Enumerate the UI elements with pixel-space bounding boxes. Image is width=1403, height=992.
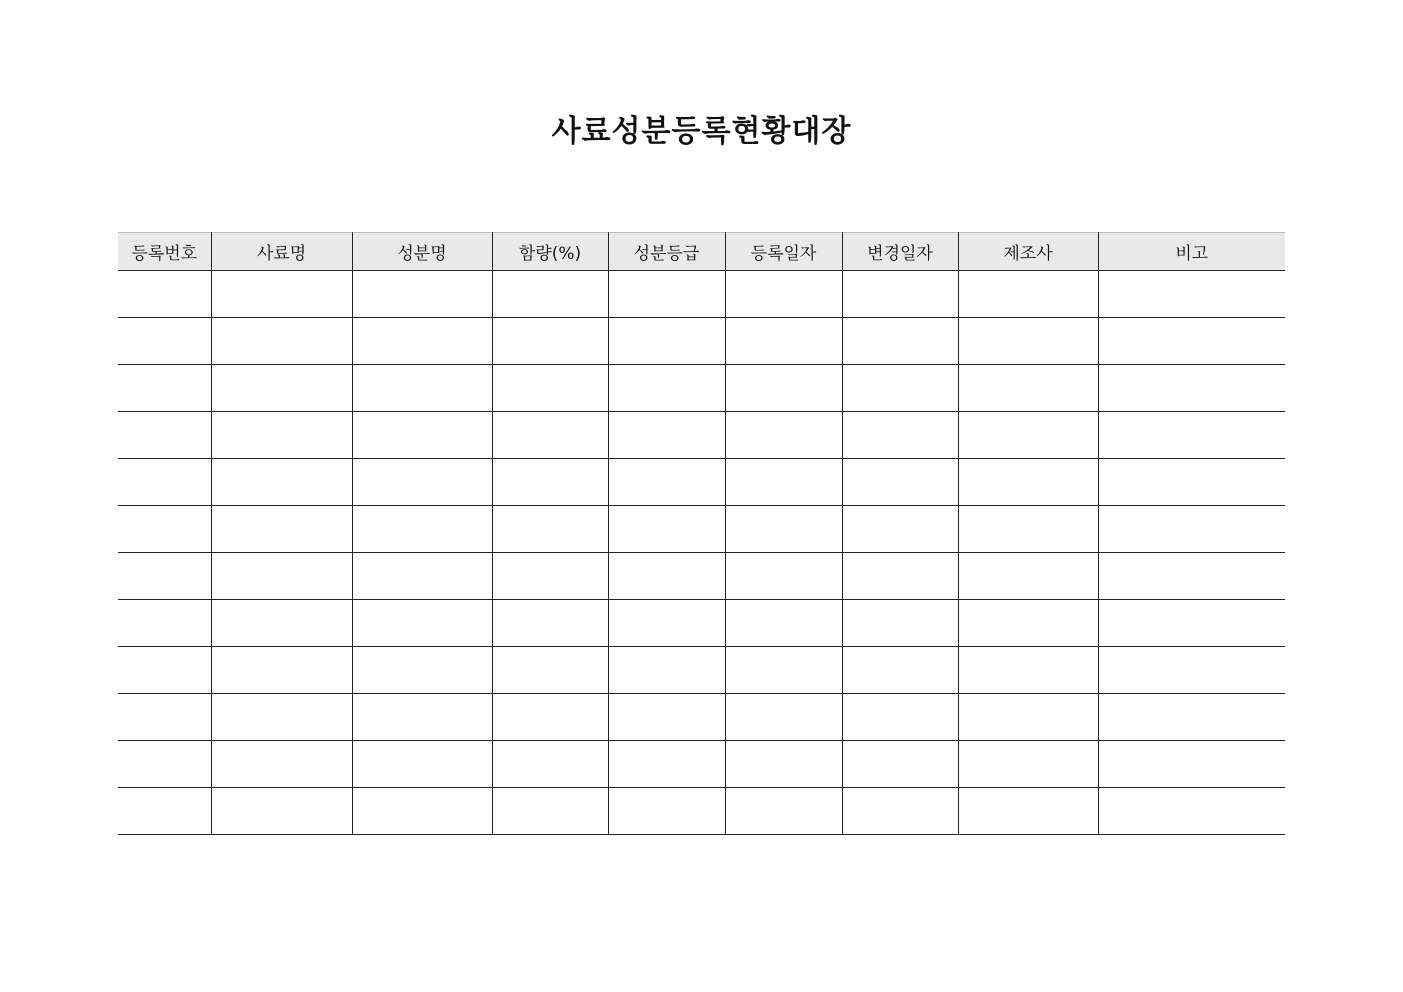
table-row xyxy=(118,741,1285,788)
table-row xyxy=(118,694,1285,741)
table-cell[interactable] xyxy=(211,412,352,459)
table-cell[interactable] xyxy=(211,600,352,647)
table-cell[interactable] xyxy=(842,694,958,741)
table-cell[interactable] xyxy=(1098,318,1285,365)
table-cell[interactable] xyxy=(492,741,608,788)
table-row xyxy=(118,412,1285,459)
table-cell[interactable] xyxy=(725,459,842,506)
table-cell[interactable] xyxy=(352,271,492,318)
table-cell[interactable] xyxy=(118,318,211,365)
table-cell[interactable] xyxy=(1098,788,1285,835)
column-header-registration-date: 등록일자 xyxy=(725,233,842,271)
table-cell[interactable] xyxy=(492,788,608,835)
table-cell[interactable] xyxy=(492,365,608,412)
table-cell[interactable] xyxy=(842,600,958,647)
table-cell[interactable] xyxy=(608,459,725,506)
column-header-change-date: 변경일자 xyxy=(842,233,958,271)
table-cell[interactable] xyxy=(725,506,842,553)
column-header-ingredient-grade: 성분등급 xyxy=(608,233,725,271)
table-cell[interactable] xyxy=(492,600,608,647)
table-cell[interactable] xyxy=(608,788,725,835)
document-title: 사료성분등록현황대장 xyxy=(551,114,852,149)
table-cell[interactable] xyxy=(958,553,1098,600)
table-row xyxy=(118,553,1285,600)
table-cell[interactable] xyxy=(118,694,211,741)
table-cell[interactable] xyxy=(842,459,958,506)
table-cell[interactable] xyxy=(958,412,1098,459)
table-cell[interactable] xyxy=(842,741,958,788)
table-cell[interactable] xyxy=(958,271,1098,318)
table-cell[interactable] xyxy=(1098,365,1285,412)
table-cell[interactable] xyxy=(118,412,211,459)
table-cell[interactable] xyxy=(725,318,842,365)
table-cell[interactable] xyxy=(958,741,1098,788)
column-header-manufacturer: 제조사 xyxy=(958,233,1098,271)
table-cell[interactable] xyxy=(725,694,842,741)
table-cell[interactable] xyxy=(352,459,492,506)
table-cell[interactable] xyxy=(1098,412,1285,459)
table-cell[interactable] xyxy=(608,600,725,647)
table-cell[interactable] xyxy=(492,506,608,553)
column-header-remarks: 비고 xyxy=(1098,233,1285,271)
column-header-ingredient-name: 성분명 xyxy=(352,233,492,271)
header-row xyxy=(118,233,1285,271)
table-cell[interactable] xyxy=(352,553,492,600)
table-cell[interactable] xyxy=(842,412,958,459)
table-row xyxy=(118,506,1285,553)
table-cell[interactable] xyxy=(958,694,1098,741)
table-cell[interactable] xyxy=(492,459,608,506)
table-cell[interactable] xyxy=(608,553,725,600)
table-cell[interactable] xyxy=(492,412,608,459)
table-cell[interactable] xyxy=(1098,506,1285,553)
table-cell[interactable] xyxy=(1098,553,1285,600)
table-cell[interactable] xyxy=(118,271,211,318)
table-cell[interactable] xyxy=(211,741,352,788)
table-cell[interactable] xyxy=(211,459,352,506)
table-cell[interactable] xyxy=(492,271,608,318)
table-cell[interactable] xyxy=(211,318,352,365)
table-cell[interactable] xyxy=(842,553,958,600)
table-row xyxy=(118,647,1285,694)
table-cell[interactable] xyxy=(842,318,958,365)
table-cell[interactable] xyxy=(118,600,211,647)
table-cell[interactable] xyxy=(211,365,352,412)
table-cell[interactable] xyxy=(958,600,1098,647)
table-cell[interactable] xyxy=(352,600,492,647)
table-row xyxy=(118,271,1285,318)
table-cell[interactable] xyxy=(842,788,958,835)
table-cell[interactable] xyxy=(118,647,211,694)
column-header-content-percent: 함량(%) xyxy=(492,233,608,271)
table-cell[interactable] xyxy=(1098,459,1285,506)
table-cell[interactable] xyxy=(842,506,958,553)
table-cell[interactable] xyxy=(725,647,842,694)
table-row xyxy=(118,788,1285,835)
table-cell[interactable] xyxy=(118,741,211,788)
table-cell[interactable] xyxy=(1098,694,1285,741)
table-cell[interactable] xyxy=(842,271,958,318)
table-cell[interactable] xyxy=(842,647,958,694)
table-cell[interactable] xyxy=(352,788,492,835)
column-header-registration-number: 등록번호 xyxy=(118,233,211,271)
table-row xyxy=(118,600,1285,647)
table-cell[interactable] xyxy=(725,365,842,412)
table-cell[interactable] xyxy=(118,459,211,506)
table-cell[interactable] xyxy=(958,506,1098,553)
table-cell[interactable] xyxy=(118,553,211,600)
table-cell[interactable] xyxy=(958,459,1098,506)
table-cell[interactable] xyxy=(211,694,352,741)
table-cell[interactable] xyxy=(118,506,211,553)
table-cell[interactable] xyxy=(958,647,1098,694)
table-cell[interactable] xyxy=(211,647,352,694)
table-cell[interactable] xyxy=(842,365,958,412)
table-cell[interactable] xyxy=(608,318,725,365)
table-cell[interactable] xyxy=(958,365,1098,412)
table-cell[interactable] xyxy=(608,365,725,412)
registration-table xyxy=(118,232,1285,835)
table-cell[interactable] xyxy=(725,271,842,318)
table-cell[interactable] xyxy=(608,271,725,318)
table-cell[interactable] xyxy=(492,553,608,600)
table-cell[interactable] xyxy=(608,412,725,459)
column-header-feed-name: 사료명 xyxy=(211,233,352,271)
table-cell[interactable] xyxy=(725,412,842,459)
table-cell[interactable] xyxy=(725,788,842,835)
table-cell[interactable] xyxy=(1098,741,1285,788)
table-cell[interactable] xyxy=(725,741,842,788)
table-cell[interactable] xyxy=(608,741,725,788)
table-row xyxy=(118,318,1285,365)
table-cell[interactable] xyxy=(211,788,352,835)
table-cell[interactable] xyxy=(1098,647,1285,694)
table-cell[interactable] xyxy=(492,318,608,365)
table-cell[interactable] xyxy=(492,647,608,694)
table-cell[interactable] xyxy=(211,271,352,318)
table-cell[interactable] xyxy=(958,318,1098,365)
table-cell[interactable] xyxy=(608,694,725,741)
table-cell[interactable] xyxy=(352,412,492,459)
table-cell[interactable] xyxy=(1098,600,1285,647)
table-cell[interactable] xyxy=(352,506,492,553)
table-row xyxy=(118,365,1285,412)
table-cell[interactable] xyxy=(352,647,492,694)
table-cell[interactable] xyxy=(118,788,211,835)
table-cell[interactable] xyxy=(725,553,842,600)
table-cell[interactable] xyxy=(352,741,492,788)
table-row xyxy=(118,459,1285,506)
table-cell[interactable] xyxy=(608,506,725,553)
table-cell[interactable] xyxy=(608,647,725,694)
table-cell[interactable] xyxy=(352,318,492,365)
table-cell[interactable] xyxy=(725,600,842,647)
table-cell[interactable] xyxy=(958,788,1098,835)
table-cell[interactable] xyxy=(492,694,608,741)
table-cell[interactable] xyxy=(211,506,352,553)
table-body xyxy=(118,271,1285,835)
table-cell[interactable] xyxy=(211,553,352,600)
table-cell[interactable] xyxy=(352,365,492,412)
table-cell[interactable] xyxy=(1098,271,1285,318)
table-cell[interactable] xyxy=(352,694,492,741)
table-cell[interactable] xyxy=(118,365,211,412)
